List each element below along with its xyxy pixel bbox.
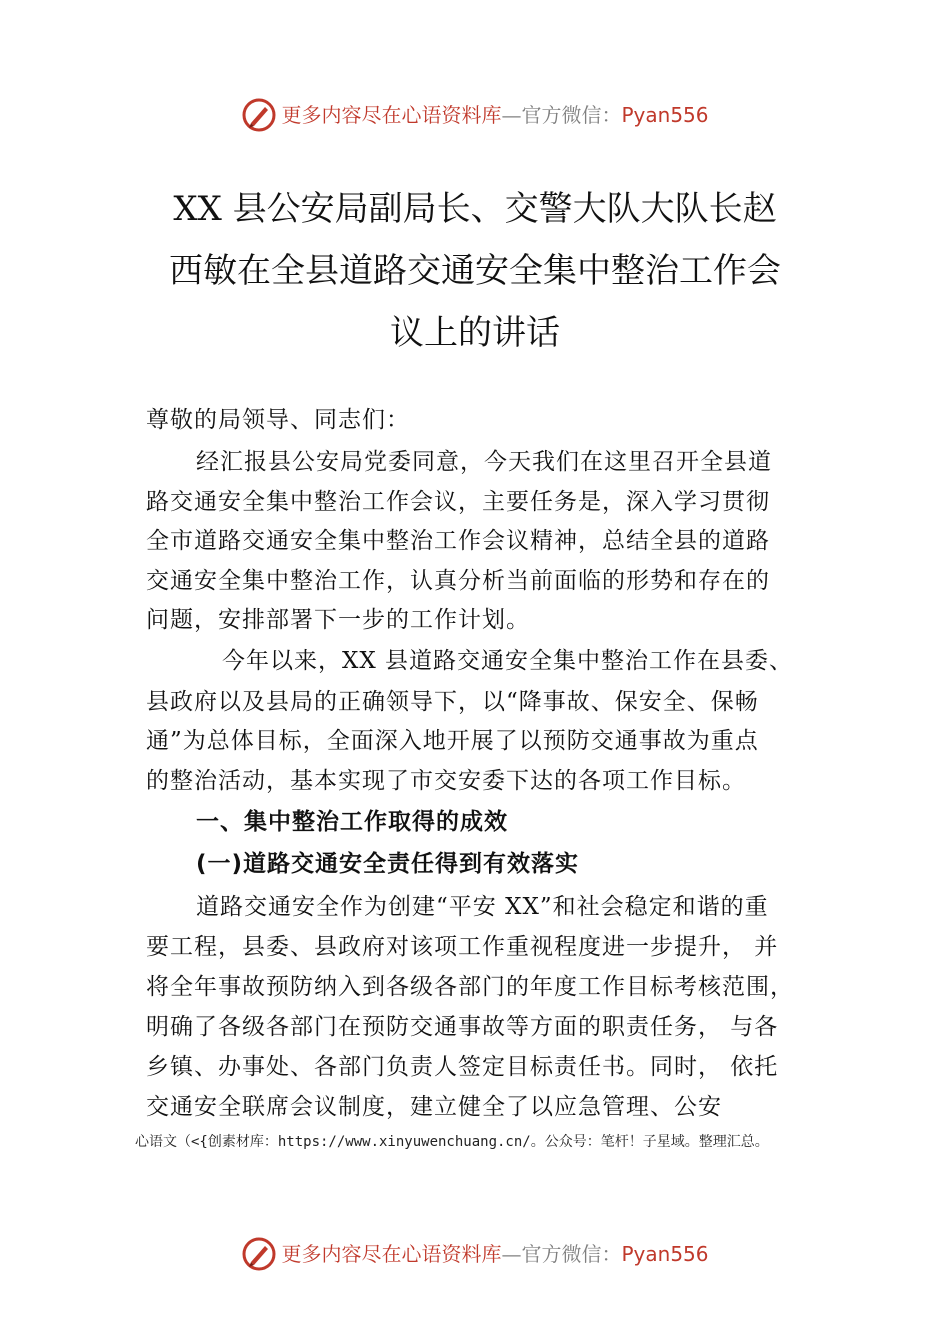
- paragraph-line: 道路交通安全作为创建“平安 XX”和社会稳定和谐的重: [196, 894, 769, 920]
- pen-logo-icon: [241, 1236, 277, 1272]
- title-line: 西敏在全县道路交通安全集中整治工作会: [169, 251, 781, 291]
- paragraph-line: 路交通安全集中整治工作会议，主要任务是，深入学习贯彻: [146, 489, 770, 515]
- banner-wechat-id: Pyan556: [621, 103, 709, 127]
- paragraph-line: 县政府以及县局的正确领导下，以“降事故、保安全、保畅: [146, 689, 759, 715]
- paragraph-line: 交通安全集中整治工作，认真分析当前面临的形势和存在的: [146, 568, 770, 594]
- paragraph-line: 经汇报县公安局党委同意，今天我们在这里召开全县道: [196, 449, 772, 475]
- banner-site-name: 更多内容尽在心语资料库: [281, 103, 502, 127]
- pen-logo-icon: [241, 97, 277, 133]
- paragraph-line: 全市道路交通安全集中整治工作会议精神，总结全县的道路: [146, 528, 770, 554]
- banner-wechat-id: Pyan556: [621, 1242, 709, 1266]
- banner-site-name: 更多内容尽在心语资料库: [281, 1242, 502, 1266]
- document-title: [120, 178, 830, 364]
- banner-text: [281, 1242, 708, 1266]
- paragraph-line: 要工程，县委、县政府对该项工作重视程度进一步提升， 并: [146, 934, 779, 960]
- salutation: 尊敬的局领导、同志们：: [146, 407, 410, 433]
- banner-text: [281, 103, 708, 127]
- paragraph-line: 问题，安排部署下一步的工作计划。: [146, 607, 530, 633]
- header-banner: [0, 95, 950, 135]
- paragraph-line: 明确了各级各部门在预防交通事故等方面的职责任务， 与各: [146, 1014, 779, 1040]
- paragraph-line: 乡镇、办事处、各部门负责人签定目标责任书。同时， 依托: [146, 1054, 779, 1080]
- paragraph-line: 今年以来，XX 县道路交通安全集中整治工作在县委、: [222, 648, 794, 674]
- paragraph-line: 交通安全联席会议制度，建立健全了以应急管理、公安: [146, 1094, 722, 1120]
- paragraph-line: 通”为总体目标，全面深入地开展了以预防交通事故为重点: [146, 728, 759, 754]
- subsection-heading: (一)道路交通安全责任得到有效落实: [196, 851, 580, 877]
- title-line: 议上的讲话: [390, 313, 560, 353]
- paragraph-line: 将全年事故预防纳入到各级各部门的年度工作目标考核范围，: [146, 974, 794, 1000]
- banner-wechat-label: —官方微信：: [501, 103, 622, 127]
- source-footnote: 心语文（<{创素材库：https://www.xinyuwenchuang.cn/。公众号：笔杆！子星域。整理汇总。: [135, 1134, 769, 1150]
- section-heading: 一、集中整治工作取得的成效: [196, 809, 508, 835]
- paragraph-line: 的整治活动，基本实现了市交安委下达的各项工作目标。: [146, 768, 746, 794]
- banner-wechat-label: —官方微信：: [501, 1242, 622, 1266]
- footer-banner: [0, 1234, 950, 1274]
- title-line: XX 县公安局副局长、交警大队大队长赵: [173, 189, 777, 229]
